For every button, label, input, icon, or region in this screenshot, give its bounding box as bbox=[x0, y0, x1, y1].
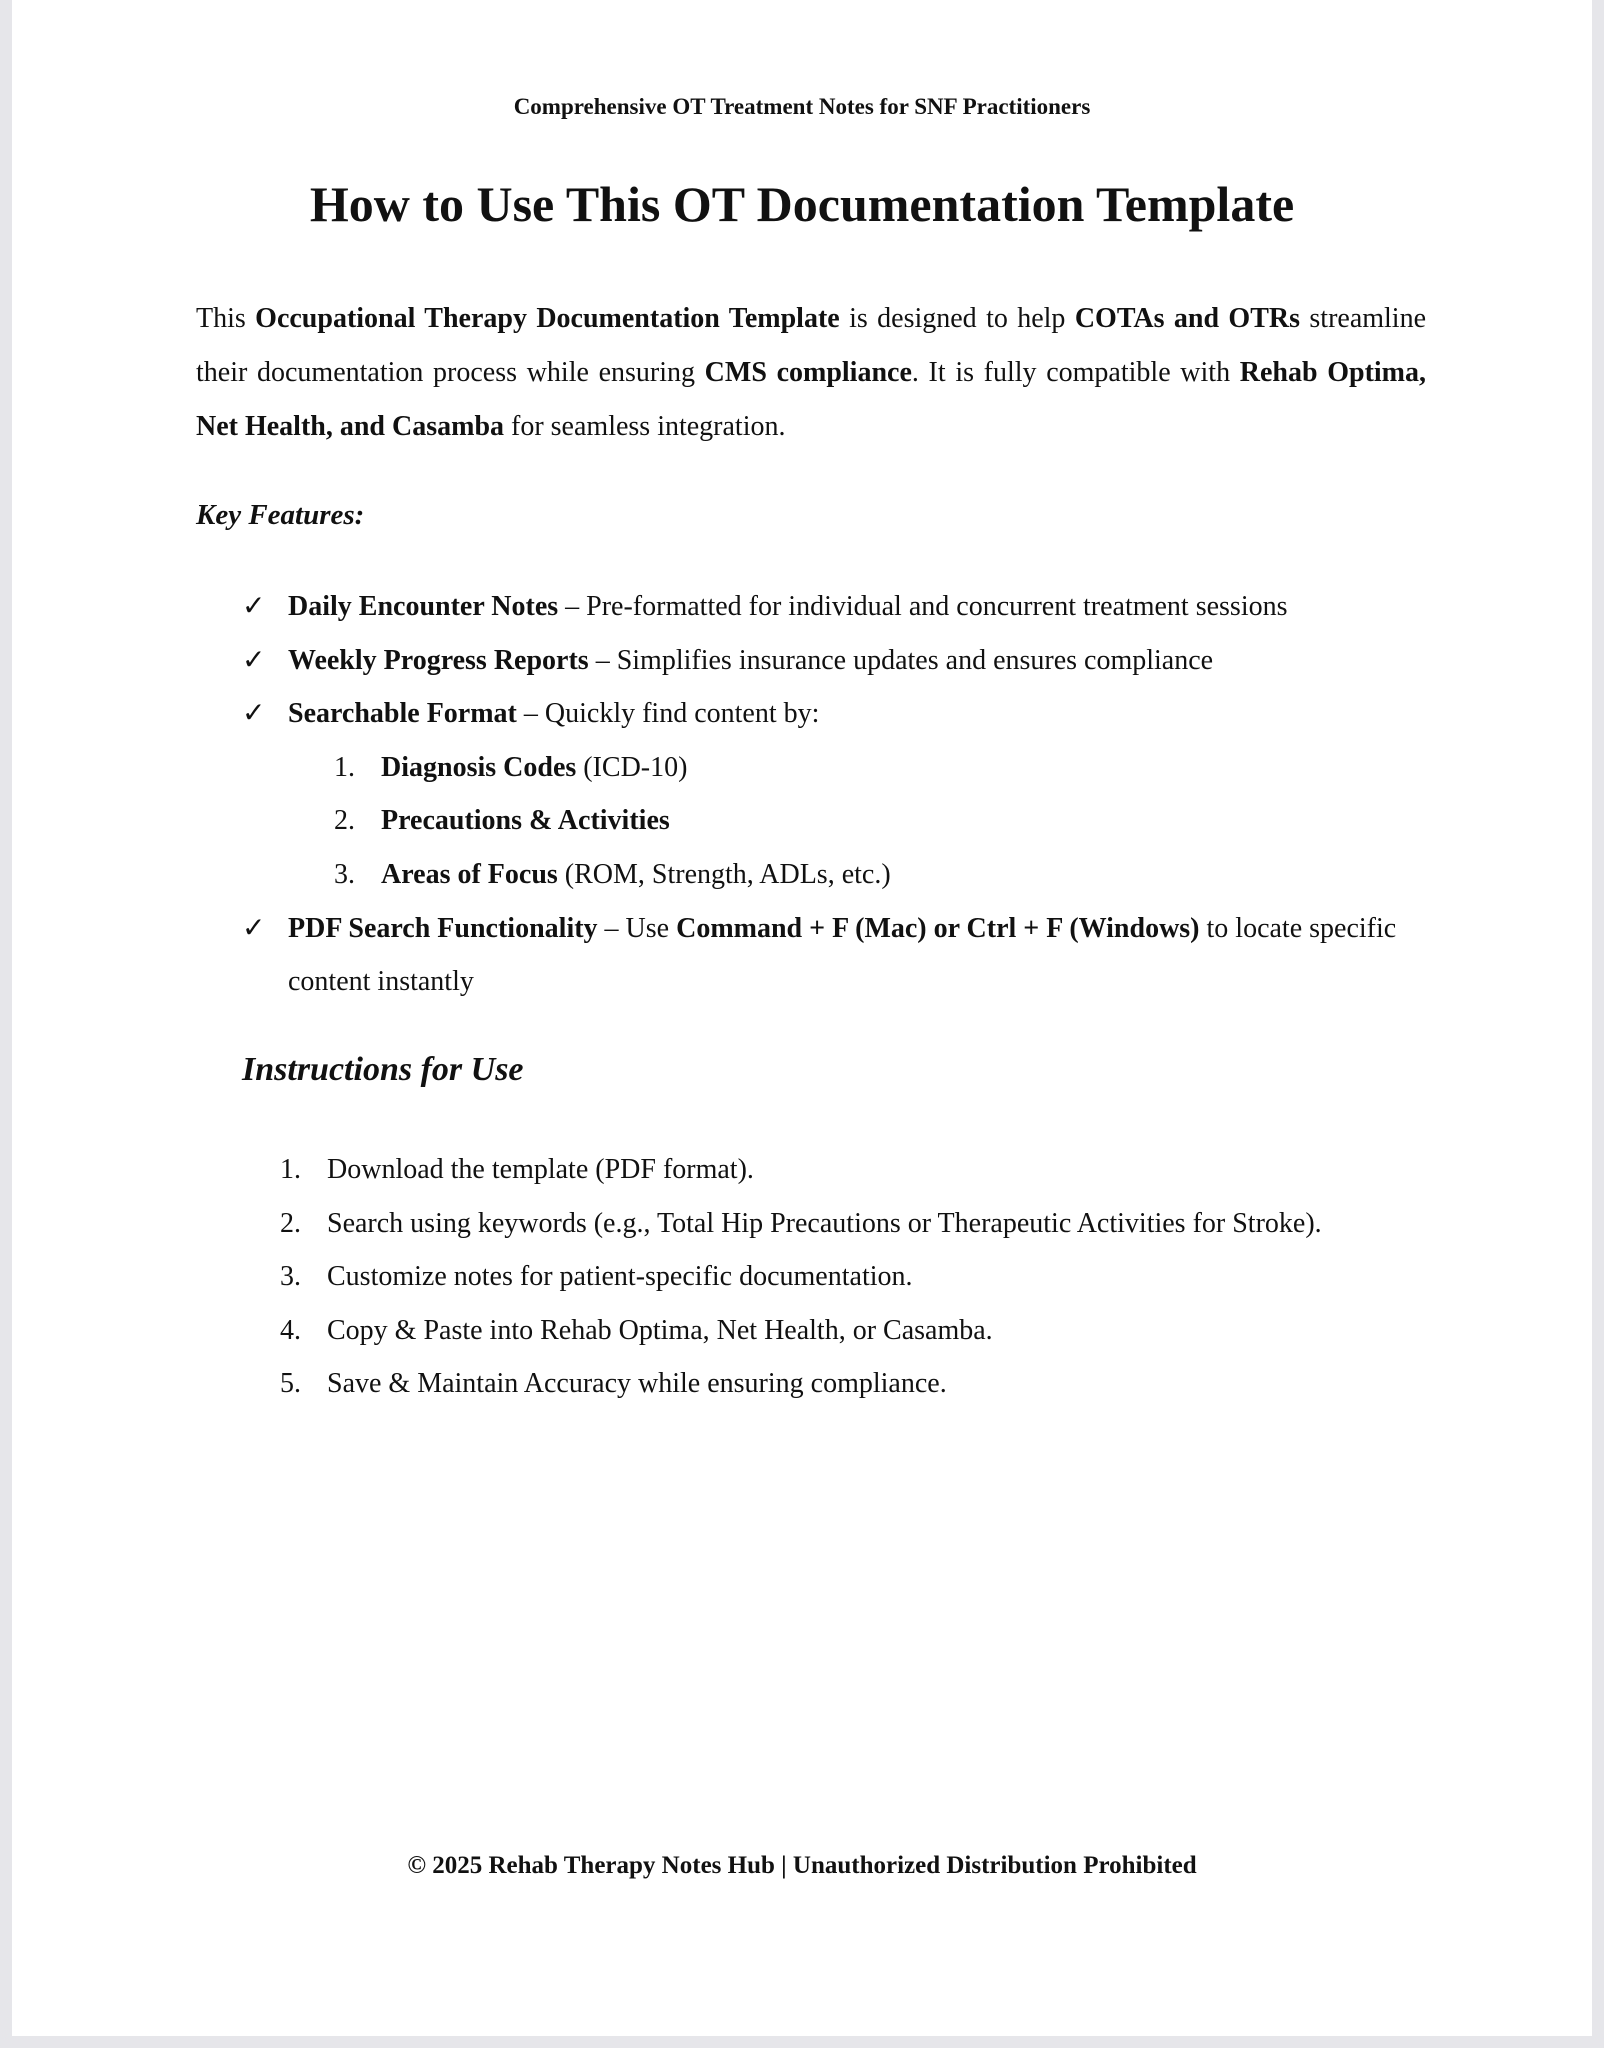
sub-item-number: 1. bbox=[334, 751, 355, 783]
sub-item-number: 3. bbox=[334, 858, 355, 890]
intro-bold-roles: COTAs and OTRs bbox=[1074, 303, 1301, 334]
key-features-heading: Key Features: bbox=[196, 499, 365, 531]
step-text: Download the template (PDF format). bbox=[327, 1154, 754, 1185]
instruction-step bbox=[280, 1304, 1370, 1358]
step-text: Save & Maintain Accuracy while ensuring compliance. bbox=[327, 1368, 947, 1400]
feature-text: – Simplifies insurance updates and ensures compliance bbox=[588, 644, 1214, 676]
running-header: Comprehensive OT Treatment Notes for SNF Practitioners bbox=[513, 94, 1091, 119]
step-number: 5. bbox=[280, 1368, 301, 1400]
sub-list-item bbox=[242, 794, 1442, 848]
checkmark-icon: ✓ bbox=[242, 698, 266, 730]
feature-title: Searchable Format bbox=[288, 698, 517, 730]
step-number: 4. bbox=[280, 1314, 301, 1346]
feature-item bbox=[242, 902, 1442, 1009]
step-text: Customize notes for patient-specific documentation. bbox=[327, 1261, 913, 1293]
feature-item bbox=[242, 580, 1442, 634]
feature-item bbox=[242, 687, 1442, 741]
intro-text: is designed to help bbox=[839, 303, 1075, 334]
sub-item-title: Areas of Focus bbox=[381, 858, 558, 890]
instructions-list bbox=[280, 1143, 1370, 1411]
sub-item-number: 2. bbox=[334, 805, 355, 837]
feature-text: to locate specific content instantly bbox=[288, 912, 1397, 998]
instruction-step bbox=[280, 1250, 1370, 1304]
feature-title: Weekly Progress Reports bbox=[288, 644, 589, 676]
checkmark-icon: ✓ bbox=[242, 912, 266, 944]
checkmark-icon: ✓ bbox=[242, 644, 266, 676]
feature-text: – Quickly find content by: bbox=[516, 698, 820, 730]
intro-text: This bbox=[196, 303, 256, 334]
sub-item-text: (ROM, Strength, ADLs, etc.) bbox=[557, 858, 891, 890]
step-text: Search using keywords (e.g., Total Hip Precautions or Therapeutic Activities for Stroke). bbox=[327, 1207, 1322, 1239]
feature-text: – Pre-formatted for individual and concurrent treatment sessions bbox=[558, 591, 1288, 622]
step-number: 2. bbox=[280, 1207, 301, 1239]
key-features-list bbox=[242, 580, 1442, 1009]
intro-paragraph bbox=[196, 292, 1426, 454]
feature-title: PDF Search Functionality bbox=[288, 912, 598, 944]
step-text: Copy & Paste into Rehab Optima, Net Health, or Casamba. bbox=[327, 1314, 993, 1346]
step-number: 1. bbox=[280, 1154, 301, 1185]
intro-text: . It is fully compatible with bbox=[911, 357, 1240, 388]
feature-item bbox=[242, 634, 1442, 688]
sub-list-item bbox=[242, 741, 1442, 795]
intro-text: for seamless integration. bbox=[504, 411, 786, 442]
feature-text: – Use bbox=[597, 912, 677, 944]
intro-bold-platforms: Rehab Optima, Net Health, and Casamba bbox=[196, 357, 1426, 442]
intro-bold-template: Occupational Therapy Documentation Template bbox=[255, 303, 840, 334]
instruction-step bbox=[280, 1357, 1370, 1411]
intro-bold-compliance: CMS compliance bbox=[704, 357, 912, 388]
instructions-heading: Instructions for Use bbox=[242, 1051, 524, 1088]
sub-item-text: (ICD-10) bbox=[576, 751, 688, 783]
copyright-footer: © 2025 Rehab Therapy Notes Hub | Unauthorized Distribution Prohibited bbox=[407, 1852, 1197, 1879]
sub-item-title: Diagnosis Codes bbox=[381, 751, 577, 783]
intro-text: streamline their documentation process while ensuring bbox=[196, 303, 1427, 388]
instruction-step bbox=[280, 1143, 1370, 1197]
page-title: How to Use This OT Documentation Template bbox=[309, 176, 1295, 232]
checkmark-icon: ✓ bbox=[242, 591, 266, 622]
sub-item-title: Precautions & Activities bbox=[381, 805, 670, 837]
feature-title: Daily Encounter Notes bbox=[288, 591, 559, 622]
keyboard-shortcut: Command + F (Mac) or Ctrl + F (Windows) bbox=[676, 912, 1200, 944]
document-page bbox=[12, 0, 1592, 2036]
step-number: 3. bbox=[280, 1261, 301, 1293]
instruction-step bbox=[280, 1197, 1370, 1251]
sub-list-item bbox=[242, 848, 1442, 902]
